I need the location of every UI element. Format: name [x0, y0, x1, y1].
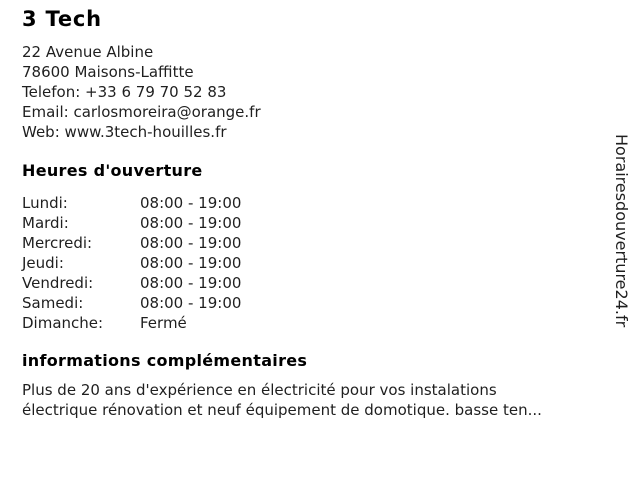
- time-value: Fermé: [140, 314, 187, 332]
- time-value: 08:00 - 19:00: [140, 194, 242, 212]
- hours-row-wednesday: [22, 233, 241, 253]
- additional-info-text: [22, 380, 542, 420]
- hours-row-monday: [22, 193, 241, 213]
- hours-row-friday: [22, 273, 241, 293]
- web-label: Web:: [22, 123, 60, 141]
- time-value: 08:00 - 19:00: [140, 214, 242, 232]
- hours-row-tuesday: [22, 213, 241, 233]
- hours-row-saturday: [22, 293, 241, 313]
- day-label: Vendredi:: [22, 274, 94, 292]
- info-text-line-1: Plus de 20 ans d'expérience en électricité pour vos instalations: [22, 381, 497, 399]
- email-label: Email:: [22, 103, 69, 121]
- time-value: 08:00 - 19:00: [140, 294, 242, 312]
- contact-block: [22, 42, 261, 142]
- phone-line: [22, 82, 261, 102]
- day-label: Lundi:: [22, 194, 68, 212]
- day-label: Mercredi:: [22, 234, 93, 252]
- day-label: Samedi:: [22, 294, 84, 312]
- day-label: Mardi:: [22, 214, 69, 232]
- address-line-1: 22 Avenue Albine: [22, 43, 154, 61]
- time-value: 08:00 - 19:00: [140, 274, 242, 292]
- address-line-2: 78600 Maisons-Laffitte: [22, 63, 194, 81]
- web-value: www.3tech-houilles.fr: [64, 123, 227, 141]
- additional-info-heading: informations complémentaires: [22, 351, 308, 370]
- phone-label: Telefon:: [22, 83, 81, 101]
- day-label: Jeudi:: [22, 254, 64, 272]
- business-name: 3 Tech: [22, 7, 102, 31]
- opening-hours-heading: Heures d'ouverture: [22, 161, 203, 180]
- opening-hours-table: [22, 193, 241, 333]
- web-line: [22, 122, 261, 142]
- site-watermark-vertical-text: Horairesdouverture24.fr: [612, 134, 631, 328]
- email-value: carlosmoreira@orange.fr: [73, 103, 261, 121]
- phone-value: +33 6 79 70 52 83: [85, 83, 227, 101]
- time-value: 08:00 - 19:00: [140, 234, 242, 252]
- day-label: Dimanche:: [22, 314, 104, 332]
- hours-row-sunday: [22, 313, 241, 333]
- email-line: [22, 102, 261, 122]
- hours-row-thursday: [22, 253, 241, 273]
- time-value: 08:00 - 19:00: [140, 254, 242, 272]
- info-text-line-2: électrique rénovation et neuf équipement de domotique. basse ten...: [22, 401, 542, 419]
